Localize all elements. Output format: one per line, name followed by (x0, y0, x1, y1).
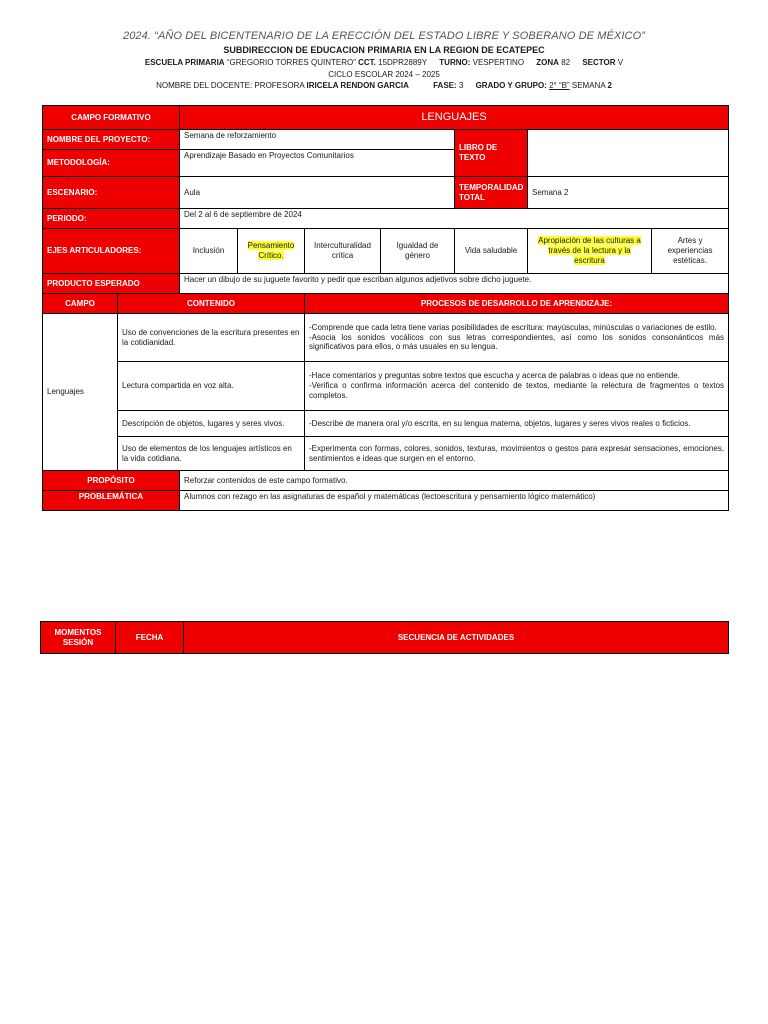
fase-label: FASE: (433, 81, 457, 90)
campo-formativo-value: LENGUAJES (180, 106, 729, 130)
proyecto-value: Semana de reforzamiento (180, 130, 455, 150)
proposito-row (43, 471, 729, 491)
col-campo: CAMPO (43, 294, 118, 314)
eje-apropiacion-culturas-text: Apropiación de las culturas a través de la lectura y la escritura (538, 236, 641, 265)
docente-value: IRICELA RENDON GARCIA (306, 81, 409, 90)
procesos-cell: -Comprende que cada letra tiene varias posibilidades de escritura: mayúsculas, minúsculas o variaciones de estilo. -Asocia los sonidos vocálicos con sus letras correspondientes, así como los sonidos consonánticos más significativos para ellos, o más usuales en su lengua. (305, 314, 729, 362)
eje-igualdad-genero: Igualdad de género (381, 229, 455, 274)
problematica-value: Alumnos con rezago en las asignaturas de español y matemáticas (lectoescritura y pensamiento lógico matemático) (180, 491, 729, 511)
sector-value: V (617, 58, 624, 67)
problematica-label: PROBLEMÁTICA (43, 491, 180, 511)
semana-label: SEMANA (571, 81, 606, 90)
problematica-row (43, 491, 729, 511)
eje-artes: Artes y experiencias estéticas. (652, 229, 729, 274)
contenido-cell: Uso de convenciones de la escritura presentes en la cotidianidad. (118, 314, 305, 362)
periodo-row (43, 209, 729, 229)
col-contenido: CONTENIDO (118, 294, 305, 314)
eje-vida-saludable: Vida saludable (455, 229, 528, 274)
escuela-value: “GREGORIO TORRES QUINTERO” (226, 58, 356, 67)
escenario-label: ESCENARIO: (43, 177, 180, 209)
grado-value: 2° “B” (549, 81, 570, 90)
ejes-row (43, 229, 729, 274)
sector-label: SECTOR (582, 58, 616, 67)
eje-interculturalidad: Interculturalidad crítica (305, 229, 381, 274)
docente-label: NOMBRE DEL DOCENTE: PROFESORA (156, 81, 305, 90)
escenario-value: Aula (180, 177, 455, 209)
proyecto-label: NOMBRE DEL PROYECTO: (43, 130, 180, 150)
ciclo-escolar: CICLO ESCOLAR 2024 – 2025 (328, 70, 440, 79)
col-secuencia-actividades: SECUENCIA DE ACTIVIDADES (184, 622, 729, 654)
temporalidad-value: Semana 2 (528, 177, 729, 209)
contenido-cell: Descripción de objetos, lugares y seres vivos. (118, 411, 305, 437)
producto-label: PRODUCTO ESPERADO (43, 274, 180, 294)
table-row (43, 314, 729, 362)
turno-value: VESPERTINO (472, 58, 525, 67)
subdireccion-title: SUBDIRECCION DE EDUCACION PRIMARIA EN LA REGION DE ECATEPEC (223, 45, 545, 55)
escuela-label: ESCUELA PRIMARIA (144, 58, 225, 67)
cct-value: 15DPR2889Y (378, 58, 428, 67)
fase-value: 3 (458, 81, 464, 90)
temporalidad-label: TEMPORALIDAD TOTAL (455, 177, 528, 209)
proposito-value: Reforzar contenidos de este campo formativo. (180, 471, 729, 491)
procesos-cell: -Describe de manera oral y/o escrita, en su lengua materna, objetos, lugares y seres vivos reales o ficticios. (305, 411, 729, 437)
sequence-table (40, 621, 729, 654)
eje-apropiacion-culturas (528, 229, 652, 274)
periodo-label: PERIODO: (43, 209, 180, 229)
semana-value: 2 (607, 81, 612, 90)
escenario-row (43, 177, 729, 209)
contenido-cell: Uso de elementos de los lenguajes artísticos en la vida cotidiana. (118, 437, 305, 471)
libro-label: LIBRO DE TEXTO (455, 130, 528, 177)
table-row (43, 411, 729, 437)
motto: 2024. “AÑO DEL BICENTENARIO DE LA ERECCIÓN DEL ESTADO LIBRE Y SOBERANO DE MÉXICO” (123, 30, 645, 42)
col-procesos: PROCESOS DE DESARROLLO DE APRENDIZAJE: (305, 294, 729, 314)
eje-pensamiento-critico (238, 229, 305, 274)
sequence-header-row (41, 622, 729, 654)
turno-label: TURNO: (439, 58, 471, 67)
planning-table (42, 105, 729, 511)
zona-label: ZONA (536, 58, 559, 67)
campo-formativo-row (43, 106, 729, 130)
producto-row (43, 274, 729, 294)
col-fecha: FECHA (116, 622, 184, 654)
columns-header-row (43, 294, 729, 314)
grado-label: GRADO Y GRUPO: (475, 81, 547, 90)
ejes-label: EJES ARTICULADORES: (43, 229, 180, 274)
docente-line (0, 81, 768, 90)
zona-value: 82 (561, 58, 571, 67)
table-row (43, 437, 729, 471)
procesos-cell: -Hace comentarios y preguntas sobre textos que escucha y acerca de palabras o ideas que no entiende. -Verifica o confirma información acerca del contenido de textos, mediante la relectura de fragmentos o textos completos. (305, 362, 729, 411)
campo-value: Lenguajes (43, 314, 118, 471)
school-info-line (0, 58, 768, 67)
libro-value (528, 130, 729, 177)
periodo-value: Del 2 al 6 de septiembre de 2024 (180, 209, 729, 229)
campo-formativo-label: CAMPO FORMATIVO (43, 106, 180, 130)
producto-value: Hacer un dibujo de su juguete favorito y pedir que escriban algunos adjetivos sobre dicho juguete. (180, 274, 729, 294)
metodologia-value: Aprendizaje Basado en Proyectos Comunitarios (180, 150, 455, 177)
contenido-cell: Lectura compartida en voz alta. (118, 362, 305, 411)
metodologia-label: METODOLOGÍA: (43, 150, 180, 177)
proyecto-row (43, 130, 729, 150)
cct-label: CCT. (358, 58, 376, 67)
procesos-cell: -Experimenta con formas, colores, sonidos, texturas, movimientos o gestos para expresar sensaciones, emociones, sentimientos e ideas que surgen en el entorno. (305, 437, 729, 471)
eje-pensamiento-critico-text: Pensamiento Crítico. (247, 241, 295, 260)
col-momentos-sesion: MOMENTOS SESIÓN (41, 622, 116, 654)
table-row (43, 362, 729, 411)
eje-inclusion: Inclusión (180, 229, 238, 274)
proposito-label: PROPÓSITO (43, 471, 180, 491)
